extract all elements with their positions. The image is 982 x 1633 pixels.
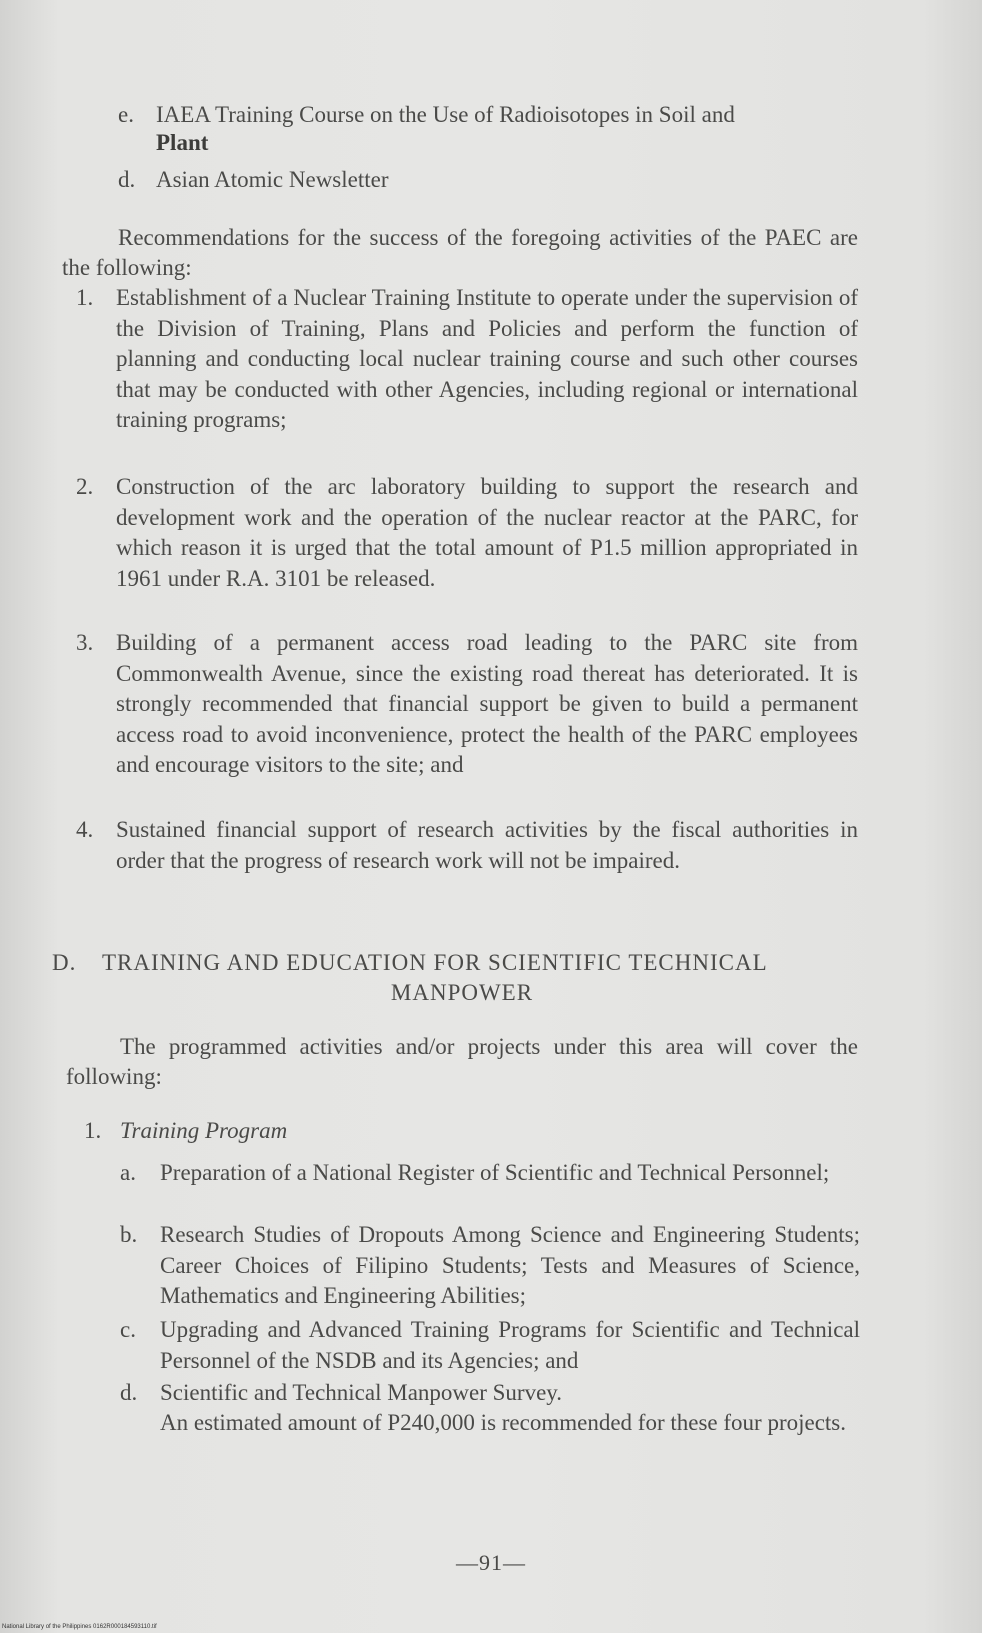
- training-item-b: [120, 1220, 860, 1315]
- subheading-number: 1.: [84, 1118, 102, 1143]
- section-title-line1: TRAINING AND EDUCATION FOR SCIENTIFIC TECHNICAL: [102, 950, 768, 975]
- item-number: 2.: [76, 474, 94, 499]
- training-item-a: [120, 1158, 860, 1220]
- item-text: Research Studies of Dropouts Among Science and Engineering Students; Career Choices of Filipino Students; Tests and Measures of Science, Mathematics and Engineering Abilities;: [160, 1222, 860, 1308]
- recommendation-item-4: [76, 815, 858, 910]
- section-title-line2: MANPOWER: [390, 980, 534, 1005]
- list-item-c: [118, 100, 858, 164]
- subheading-title: Training Program: [120, 1118, 288, 1143]
- item-text: Construction of the arc laboratory building to support the research and development work and the operation of the nuclear reactor at the PARC, for which reason it is urged that the total amount of P1.5 million appropriated in 1961 under R.A. 3101 be released.: [116, 474, 858, 591]
- item-number: 4.: [76, 817, 94, 842]
- list-item-d: [118, 165, 858, 197]
- item-label: d.: [120, 1380, 138, 1405]
- list-item-text: Asian Atomic Newsletter: [156, 167, 389, 192]
- item-text: Building of a permanent access road leading to the PARC site from Commonwealth Avenue, since the existing road thereat has deteriorated. It is strongly recommended that financial support be given to build a permanent access road to avoid inconvenience, protect the health of the PARC employees and encourage visitors to the site; and: [116, 630, 858, 777]
- section-intro: The programmed activities and/or projects under this area will cover the following:: [66, 1034, 858, 1089]
- list-item-text: IAEA Training Course on the Use of Radioisotopes in Soil and: [156, 102, 735, 127]
- training-item-c: [120, 1315, 860, 1377]
- recommendations-intro: Recommendations for the success of the foregoing activities of the PAEC are the following:: [62, 225, 858, 280]
- item-text: Upgrading and Advanced Training Programs for Scientific and Technical Personnel of the NSDB and its Agencies; and: [160, 1317, 860, 1373]
- item-text: Sustained financial support of research activities by the fiscal authorities in order that the progress of research work will not be impaired.: [116, 817, 858, 873]
- item-label: a.: [120, 1160, 136, 1185]
- item-label: b.: [120, 1222, 138, 1247]
- recommendation-item-1: [76, 283, 858, 468]
- training-item-d: [120, 1378, 860, 1410]
- item-text: Preparation of a National Register of Scientific and Technical Personnel;: [160, 1160, 830, 1185]
- item-text: Establishment of a Nuclear Training Institute to operate under the supervision of the Division of Training, Plans and Policies and perform the function of planning and conducting local nuclear training course and such other courses that may be conducted with other Agencies, including regional or international training programs;: [116, 285, 858, 432]
- recommendation-item-2: [76, 472, 858, 627]
- recommendation-item-3: [76, 628, 858, 813]
- item-number: 1.: [76, 285, 94, 310]
- section-letter: D.: [52, 950, 77, 975]
- subheading: [84, 1116, 484, 1148]
- estimate-text: An estimated amount of P240,000 is recommended for these four projects.: [160, 1410, 847, 1435]
- list-item-label: e.: [118, 102, 134, 127]
- item-number: 3.: [76, 630, 94, 655]
- list-item-label: d.: [118, 167, 136, 192]
- page-number: —91—: [456, 1550, 526, 1575]
- item-text: Scientific and Technical Manpower Survey.: [160, 1380, 563, 1405]
- list-item-text-continued: Plant: [156, 130, 209, 155]
- scan-credit: National Library of the Philippines 0162R000184593110.tif: [2, 1624, 157, 1630]
- item-label: c.: [120, 1317, 136, 1342]
- section-heading: [52, 948, 872, 1010]
